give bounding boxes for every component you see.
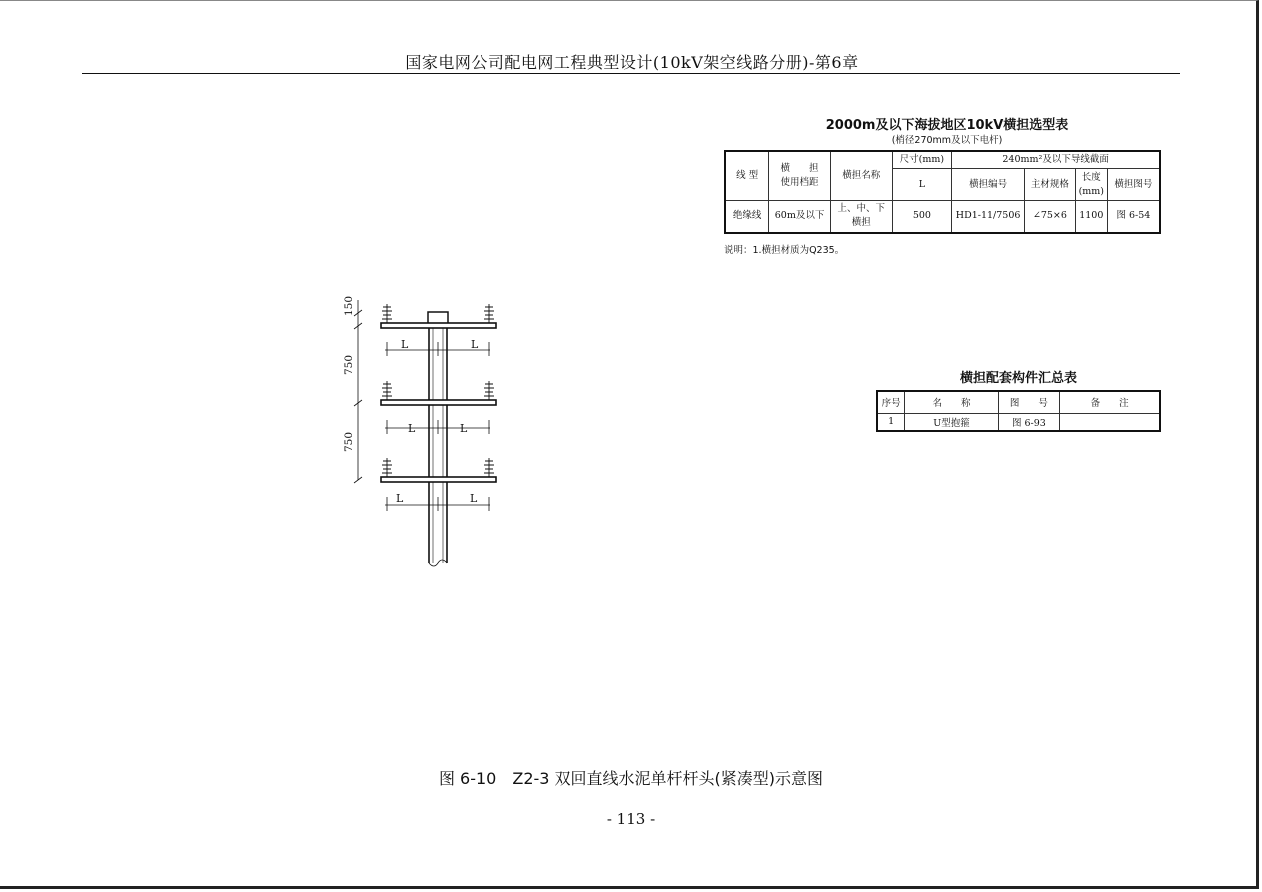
header-section: 240mm²及以下导线截面 (952, 151, 1160, 169)
component-summary-table (876, 390, 1161, 432)
dimension-L-label: L (401, 338, 409, 351)
header-span: 横 担 使用档距 (769, 151, 831, 201)
header-crossarm-name: 横担名称 (830, 151, 892, 201)
summary-table-title: 横担配套构件汇总表 (959, 371, 1077, 386)
cell-span: 60m及以下 (769, 201, 831, 233)
cell-crossarm-name: 上、中、下 横担 (830, 201, 892, 233)
summary-cell-name: U型抱箍 (905, 413, 998, 431)
insulator-icons (382, 304, 494, 477)
summary-header-index: 序号 (877, 391, 905, 413)
dimension-L-label: L (471, 338, 479, 351)
header-code: 横担编号 (952, 169, 1025, 201)
summary-cell-figure: 图 6-93 (998, 413, 1060, 431)
crossarm-middle (381, 400, 496, 405)
header-dimension: 尺寸(mm) (892, 151, 952, 169)
header-figure: 横担图号 (1107, 169, 1160, 201)
insulator-icon (382, 381, 392, 400)
dimension-L-label: L (460, 422, 468, 435)
crossarm-top (381, 323, 496, 328)
cell-L: 500 (892, 201, 952, 233)
insulator-icon (382, 458, 392, 477)
header-line-type: 线 型 (725, 151, 769, 201)
insulator-icon (382, 304, 392, 323)
header-rule (82, 73, 1180, 74)
page-header: 国家电网公司配电网工程典型设计(10kV架空线路分册)-第6章 (405, 53, 859, 72)
dimension-label-750-upper: 750 (343, 354, 355, 376)
selection-table-title: 2000m及以下海拔地区10kV横担选型表 (825, 118, 1069, 133)
figure-caption: 图 6-10 Z2-3 双回直线水泥单杆杆头(紧凑型)示意图 (438, 769, 824, 788)
summary-header-figure: 图 号 (998, 391, 1060, 413)
insulator-icon (484, 304, 494, 323)
vertical-dimension (354, 300, 362, 483)
pole-head-diagram (330, 280, 510, 580)
dimension-label-150: 150 (343, 295, 355, 317)
summary-cell-index: 1 (877, 413, 905, 431)
page-number: - 113 - (606, 810, 656, 828)
table-note: 说明：1.横担材质为Q235。 (724, 245, 845, 256)
horizontal-dimensions (385, 342, 490, 511)
header-material: 主材规格 (1024, 169, 1075, 201)
cell-figure: 图 6-54 (1107, 201, 1160, 233)
header-length: 长度 (mm) (1075, 169, 1107, 201)
cell-length: 1100 (1075, 201, 1107, 233)
selection-table-subtitle: (梢径270mm及以下电杆) (891, 135, 1003, 146)
header-L: L (892, 169, 952, 201)
cell-material: ∠75×6 (1024, 201, 1075, 233)
cell-line-type: 绝缘线 (725, 201, 769, 233)
crossarm-selection-table (724, 150, 1161, 234)
dimension-label-750-lower: 750 (343, 431, 355, 453)
table-row (877, 413, 1160, 431)
dimension-L-label: L (408, 422, 416, 435)
dimension-L-label: L (396, 492, 404, 505)
summary-header-remark: 备 注 (1060, 391, 1160, 413)
cell-code: HD1-11/7506 (952, 201, 1025, 233)
insulator-icon (484, 381, 494, 400)
summary-header-name: 名 称 (905, 391, 998, 413)
insulator-icon (484, 458, 494, 477)
crossarm-bottom (381, 477, 496, 482)
summary-cell-remark (1060, 413, 1160, 431)
dimension-L-label: L (470, 492, 478, 505)
